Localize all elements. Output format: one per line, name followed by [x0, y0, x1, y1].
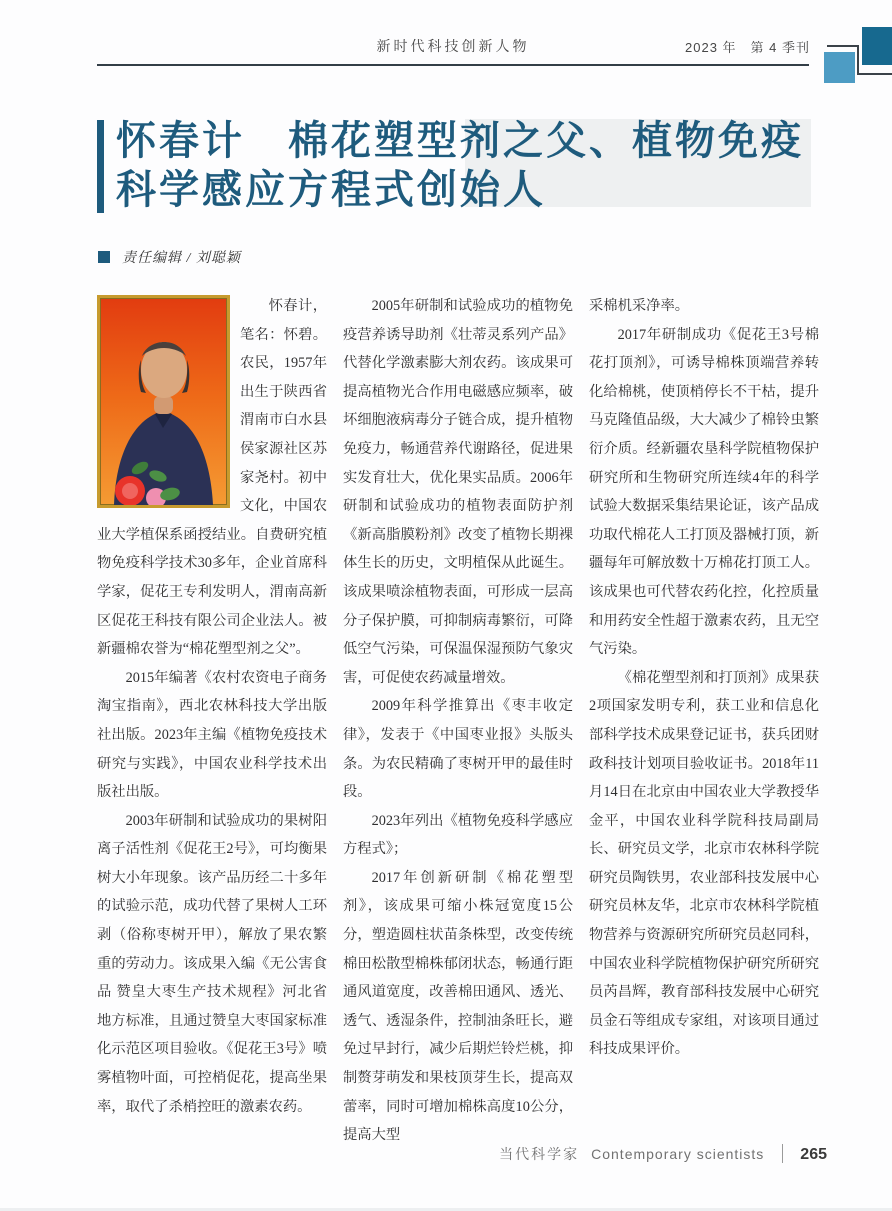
paragraph: 2017年创新研制《棉花塑型剂》，该成果可缩小株冠宽度15公分，塑造圆柱状苗条株型，改变传统棉田松散型棉株郁闭状态，畅通行距通风道宽度，改善棉田通风、透光、透气、透湿条件，控制油条旺长，避免过早封行，减少后期烂铃烂桃，抑制赘芽萌发和果枝顶芽生长，提高双蕾率，同时可增加棉株高度10公分，提高大型	[343, 869, 573, 1144]
header-section-title: 新时代科技创新人物	[376, 38, 530, 54]
paragraph: 2017年研制成功《促花王3号棉花打顶剂》，可诱导棉株顶端营养转化给棉桃，使顶梢停长不干枯，提升马克隆值品级，大大减少了棉铃虫繁衍介质。经新疆农垦科学院植物保护研究所和生物研究所连续4年的科学试验大数据采集结果论证，该产品成功取代棉花人工打顶及器械打顶，新疆每年可解放数十万棉花打顶工人。该成果也可代替农药化控，化控质量和用药安全性超于激素农药，且无空气污染。	[589, 326, 819, 658]
paragraph: 2009年科学推算出《枣丰收定律》，发表于《中国枣业报》头版头条。为农民精确了枣树开甲的最佳时段。	[343, 698, 573, 801]
paragraph: 采棉机采净率。	[589, 298, 690, 314]
journal-name-cn: 当代科学家	[499, 1146, 580, 1162]
editor-credit	[98, 247, 241, 265]
paragraph: 2005年研制和试验成功的植物免疫营养诱导助剂《壮蒂灵系列产品》代替化学激素膨大剂农药。该成果可提高植物光合作用电磁感应频率，破坏细胞液病毒分子链合成，提升植物免疫力，畅通营养代谢路径，促进果实发育壮大，优化果实品质。2006年研制和试验成功的植物表面防护剂《新高脂膜粉剂》改变了植物长期裸体生长的历史，文明植保从此诞生。该成果喷涂植物表面，可形成一层高分子保护膜，可抑制病毒繁衍，可降低空气污染，可保温保湿预防气象灾害，可促使农药减量增效。	[343, 298, 573, 686]
portrait-photo	[97, 295, 230, 508]
journal-name-en: Contemporary scientists	[591, 1146, 765, 1162]
paragraph: 怀春计，笔名：怀碧。农民，1957年出生于陕西省渭南市白水县侯家源社区苏家尧村。初中文化，中国农业大学植保系函授结业。自费研究植物免疫科学技术30多年，企业首席科学家，促花王专利发明人，渭南高新区促花王科技有限公司企业法人。被新疆棉农誉为“棉花塑型剂之父”。	[97, 298, 327, 658]
footer	[499, 1144, 827, 1164]
header-rule	[97, 64, 809, 66]
corner-square-dark-icon	[862, 27, 892, 65]
paragraph: 2015年编著《农村农资电子商务淘宝指南》，西北农林科技大学出版社出版。2023年主编《植物免疫技术研究与实践》，中国农业科学技术出版社出版。	[97, 669, 327, 801]
text-column-3	[589, 292, 819, 1064]
title-accent-bar	[97, 120, 104, 213]
paragraph: 《棉花塑型剂和打顶剂》成果获2项国家发明专利，获工业和信息化部科学技术成果登记证书，获兵团财政科技计划项目验收证书。2018年11月14日在北京由中国农业大学教授华金平，中国农业科学院科技局副局长、研究员文学，北京市农林科学院研究员陶铁男，农业部科技发展中心研究员林友华，北京市农林科学院植物营养与资源研究所研究员赵同科，中国农业科学院植物保护研究所研究员芮昌辉，教育部科技发展中心研究员金石等组成专家组，对该项目通过科技成果评价。	[589, 669, 819, 1058]
paragraph: 2023年列出《植物免疫科学感应方程式》；	[343, 812, 573, 858]
text-column-2	[343, 292, 573, 1150]
paragraph: 2003年研制和试验成功的果树阳离子活性剂《促花王2号》，可均衡果树大小年现象。该产品历经二十多年的试验示范，成功代替了果树人工环剥（俗称枣树开甲），解放了果农繁重的劳动力。该成果入编《无公害食品 赞皇大枣生产技术规程》河北省地方标准，且通过赞皇大枣国家标准化示范区项目验收。《促花王3号》喷雾植物叶面，可控梢促花，提高坐果率，取代了杀梢控旺的激素农药。	[97, 812, 327, 1115]
footer-divider	[782, 1144, 783, 1163]
page-title-line2: 科学感应方程式创始人	[116, 168, 546, 212]
header-issue-info: 2023 年 第 4 季刊	[685, 40, 810, 55]
portrait-illustration	[100, 298, 227, 505]
page-title	[116, 117, 804, 215]
corner-square-light-icon	[824, 52, 855, 83]
page-number: 265	[800, 1146, 827, 1163]
page-title-line1: 怀春计 棉花塑型剂之父、植物免疫	[116, 119, 804, 163]
title-block	[97, 117, 811, 217]
editor-label: 责任编辑 / 刘聪颖	[122, 251, 241, 266]
editor-bullet-icon	[98, 251, 110, 263]
text-column-1	[97, 292, 327, 1121]
